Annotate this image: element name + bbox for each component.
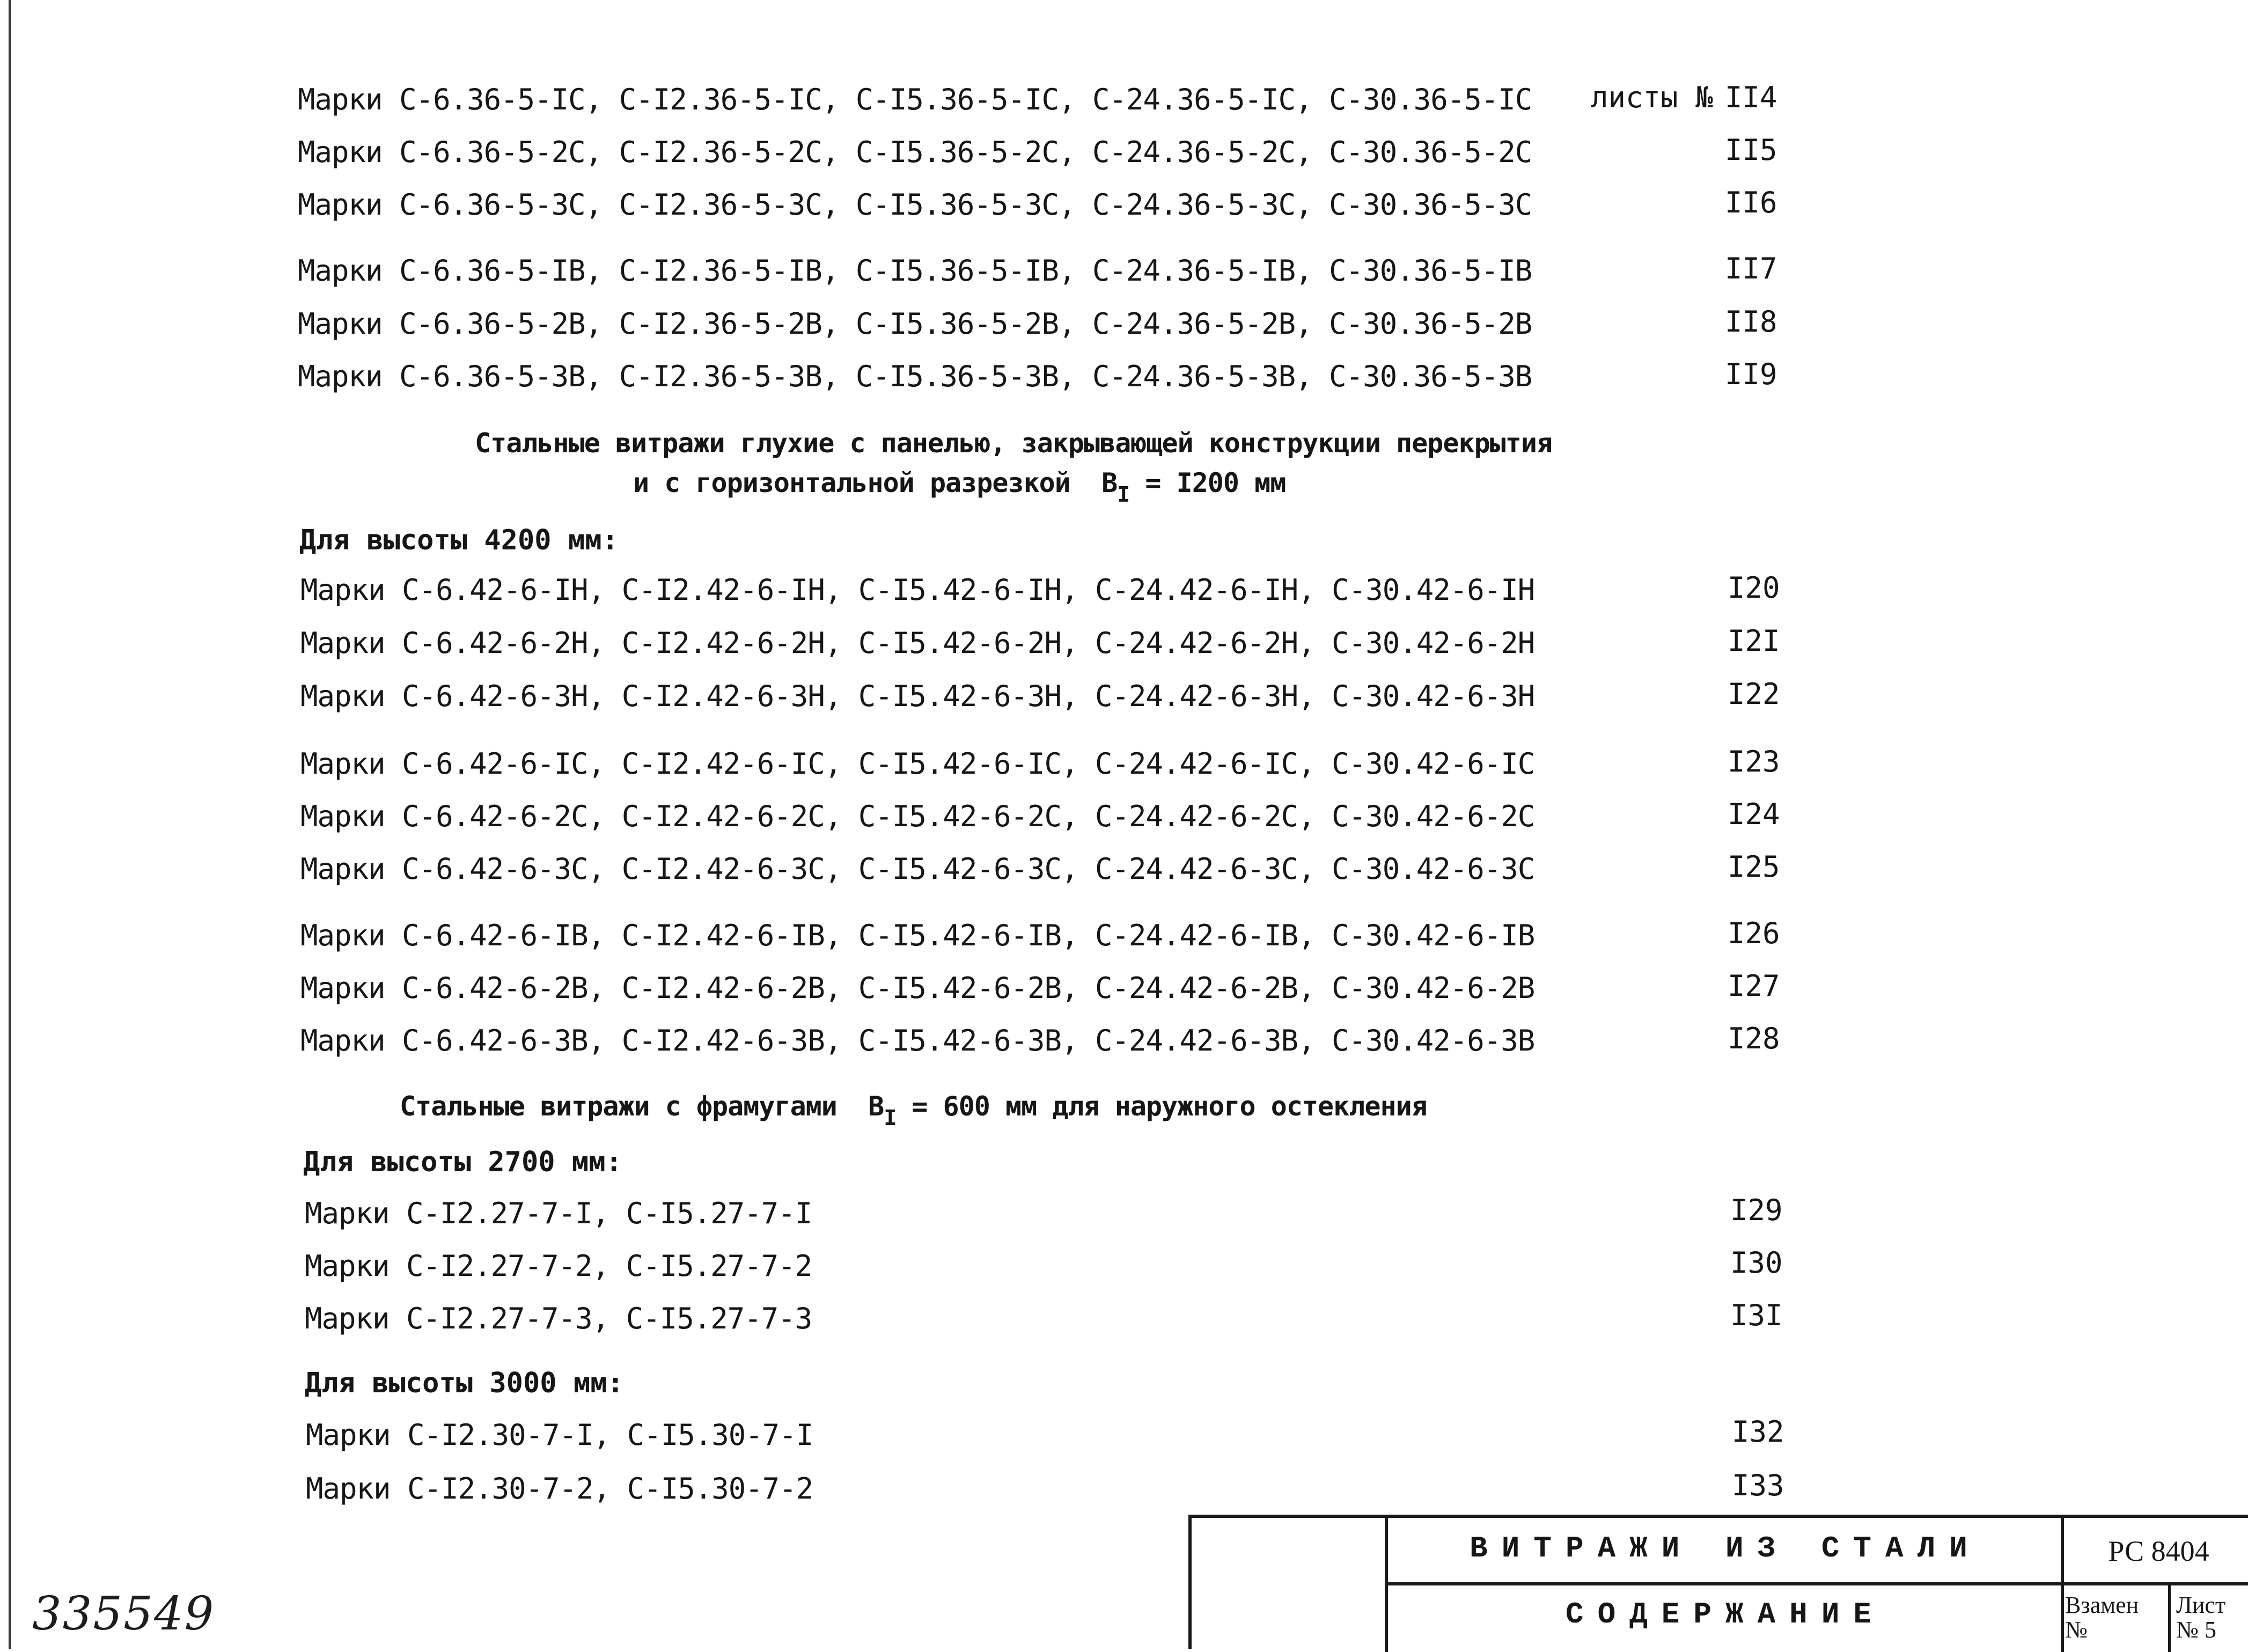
subscript: I (884, 1106, 897, 1130)
replace-label: Взамен (2065, 1592, 2139, 1618)
list-item: Марки С-6.42-6-IВ, С-I2.42-6-IВ, С-I5.42-6-IВ, С-24.42-6-IВ, С-30.42-6-IВ (300, 919, 1535, 952)
page-border (9, 0, 11, 1649)
height-label: Для высоты 4200 мм: (299, 524, 619, 556)
sheet-number: II6 (1725, 186, 1777, 219)
sheet-number: I2I (1728, 624, 1780, 658)
section-title-line2-pre: и с горизонтальной разрезкой В (633, 467, 1118, 498)
section-title-frames (400, 1089, 1427, 1130)
sheet-number: I24 (1728, 797, 1780, 831)
list-item: Марки С-6.42-6-3В, С-I2.42-6-3В, С-I5.42-6-3В, С-24.42-6-3В, С-30.42-6-3В (300, 1024, 1535, 1058)
list-item: Марки С-6.36-5-3С, С-I2.36-5-3С, С-I5.36-5-3С, С-24.36-5-3С, С-30.36-5-3С (298, 188, 1532, 222)
section-title-line2 (633, 466, 1286, 507)
inventory-number: 335549 (32, 1587, 215, 1641)
list-item: Марки С-6.42-6-IН, С-I2.42-6-IН, С-I5.42-6-IН, С-24.42-6-IН, С-30.42-6-IН (300, 573, 1535, 607)
list-item: Марки С-I2.27-7-2, С-I5.27-7-2 (305, 1249, 812, 1283)
subscript: I (1117, 482, 1130, 507)
list-item: Марки С-6.42-6-3Н, С-I2.42-6-3Н, С-I5.42-6-3Н, С-24.42-6-3Н, С-30.42-6-3Н (300, 679, 1535, 713)
sheet-number: II7 (1725, 252, 1777, 285)
list-item: Марки С-6.36-5-2В, С-I2.36-5-2В, С-I5.36-5-2В, С-24.36-5-2В, С-30.36-5-2В (298, 307, 1532, 341)
section-title-frames-post: = 600 мм для наружного остекления (896, 1091, 1427, 1122)
height-label: Для высоты 3000 мм: (305, 1367, 624, 1399)
sheet-page-number: № 5 (2176, 1617, 2216, 1643)
list-item: Марки С-I2.30-7-2, С-I5.30-7-2 (306, 1472, 813, 1506)
sheet-number: II9 (1725, 357, 1777, 391)
title-block (1188, 1515, 2248, 1649)
list-item: Марки С-6.42-6-IС, С-I2.42-6-IС, С-I5.42-6-IС, С-24.42-6-IС, С-30.42-6-IС (300, 747, 1535, 781)
sheet-label: Лист (2176, 1592, 2226, 1618)
sheet-number: I23 (1728, 745, 1780, 779)
sheet-number: I27 (1728, 969, 1780, 1003)
list-item: Марки С-6.42-6-3С, С-I2.42-6-3С, С-I5.42-6-3С, С-24.42-6-3С, С-30.42-6-3С (300, 852, 1535, 886)
list-item: Марки С-6.42-6-2Н, С-I2.42-6-2Н, С-I5.42-6-2Н, С-24.42-6-2Н, С-30.42-6-2Н (300, 626, 1535, 660)
sheet-number: I22 (1728, 677, 1780, 711)
list-item: Марки С-6.42-6-2С, С-I2.42-6-2С, С-I5.42-6-2С, С-24.42-6-2С, С-30.42-6-2С (300, 799, 1535, 833)
sheet-number: II5 (1725, 133, 1777, 167)
list-item: Марки С-I2.30-7-I, С-I5.30-7-I (306, 1418, 813, 1452)
list-item: Марки С-6.42-6-2В, С-I2.42-6-2В, С-I5.42-6-2В, С-24.42-6-2В, С-30.42-6-2В (300, 971, 1535, 1005)
divider (1385, 1582, 2248, 1585)
divider (2168, 1582, 2171, 1652)
document-title: ВИТРАЖИ ИЗ СТАЛИ (1470, 1531, 1981, 1566)
sheet-number: I30 (1730, 1246, 1783, 1280)
sheet-number: I33 (1732, 1469, 1784, 1502)
sheet-number: I3I (1730, 1298, 1783, 1332)
section-title-frames-pre: Стальные витражи с фрамугами В (400, 1091, 884, 1122)
sheet-number: II4 (1725, 80, 1777, 114)
sheets-label: листы № (1591, 80, 1713, 114)
sheet-number: I20 (1728, 571, 1780, 605)
document-code: РС 8404 (2108, 1535, 2209, 1567)
section-title-line2-post: = I200 мм (1129, 467, 1286, 498)
sheet-number: II8 (1725, 305, 1777, 339)
section-title: Стальные витражи глухие с панелью, закрывающей конструкции перекрытия (475, 428, 1553, 459)
sheet-number: I28 (1728, 1022, 1780, 1055)
document-subtitle: СОДЕРЖАНИЕ (1565, 1597, 1886, 1632)
sheet-number: I32 (1732, 1415, 1784, 1449)
list-item: Марки С-6.36-5-IС, С-I2.36-5-IС, С-I5.36-5-IС, С-24.36-5-IС, С-30.36-5-IС (298, 83, 1532, 116)
list-item: Марки С-I2.27-7-3, С-I5.27-7-3 (305, 1302, 812, 1335)
sheet-number: I29 (1730, 1193, 1783, 1227)
list-item: Марки С-6.36-5-3В, С-I2.36-5-3В, С-I5.36-5-3В, С-24.36-5-3В, С-30.36-5-3В (298, 359, 1532, 393)
height-label: Для высоты 2700 мм: (303, 1146, 622, 1178)
sheet-number: I25 (1728, 850, 1780, 884)
list-item: Марки С-6.36-5-IВ, С-I2.36-5-IВ, С-I5.36-5-IВ, С-24.36-5-IВ, С-30.36-5-IВ (298, 254, 1532, 288)
sheet-number: I26 (1728, 916, 1780, 950)
replace-number: № (2065, 1617, 2088, 1643)
list-item: Марки С-I2.27-7-I, С-I5.27-7-I (305, 1196, 812, 1230)
list-item: Марки С-6.36-5-2С, С-I2.36-5-2С, С-I5.36-5-2С, С-24.36-5-2С, С-30.36-5-2С (298, 135, 1532, 169)
